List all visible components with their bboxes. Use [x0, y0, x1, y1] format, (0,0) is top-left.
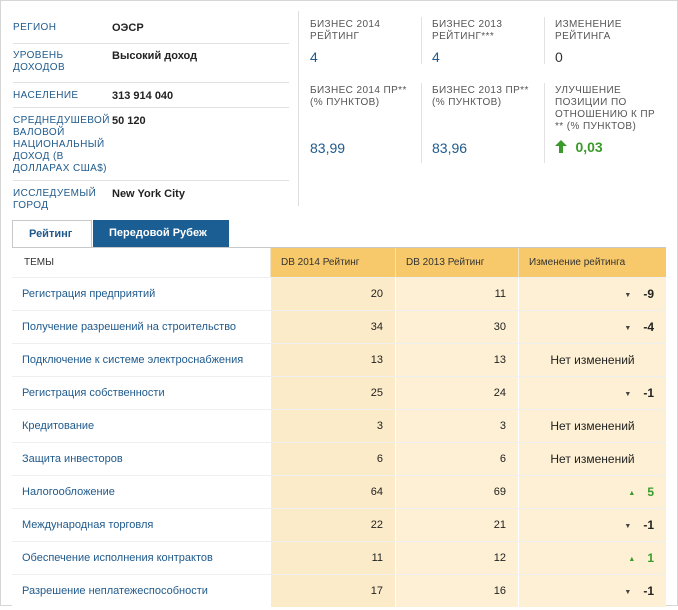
topic-link[interactable]: Регистрация предприятий — [12, 278, 270, 310]
info-row-gni — [13, 108, 289, 181]
db2013-rank: 13 — [395, 344, 518, 376]
info-row-region — [13, 19, 289, 44]
topic-link[interactable]: Разрешение неплатежеспособности — [12, 575, 270, 607]
rank-change-value: -1 — [643, 584, 654, 598]
topic-link[interactable]: Обеспечение исполнения контрактов — [12, 542, 270, 574]
header-db2013: DB 2013 Рейтинг — [395, 248, 518, 277]
stat-value: 4 — [310, 49, 318, 65]
info-label: УРОВЕНЬ ДОХОДОВ — [13, 50, 66, 73]
table-row — [12, 541, 666, 574]
topic-link[interactable]: Получение разрешений на строительство — [12, 311, 270, 343]
stat-value: 83,96 — [432, 140, 468, 156]
rank-change-value: 1 — [647, 551, 654, 565]
economy-info — [13, 19, 289, 217]
db2013-rank: 30 — [395, 311, 518, 343]
db2014-rank: 34 — [270, 311, 395, 343]
info-value: ОЭСР — [112, 22, 144, 34]
topic-link[interactable]: Подключение к системе электроснабжения — [12, 344, 270, 376]
info-value: New York City — [112, 188, 185, 200]
stat-label: УЛУЧШЕНИЕ ПОЗИЦИИ ПО ОТНОШЕНИЮ К ПР ** (% ПУНКТОВ) — [555, 85, 656, 132]
stat-value: 83,99 — [310, 140, 346, 156]
rank-change — [518, 575, 666, 607]
topic-link[interactable]: Регистрация собственности — [12, 377, 270, 409]
rank-change — [518, 542, 666, 574]
divider — [298, 11, 299, 206]
db2013-rank: 24 — [395, 377, 518, 409]
rank-change — [518, 509, 666, 541]
table-row — [12, 310, 666, 343]
db2014-rank: 64 — [270, 476, 395, 508]
info-label: НАСЕЛЕНИЕ — [13, 90, 79, 101]
stat-value: 4 — [432, 49, 440, 65]
info-value: 50 120 — [112, 115, 146, 127]
arrow-down-icon: ▼ — [624, 391, 632, 398]
rank-change-value: Нет изменений — [550, 452, 635, 466]
db2013-rank: 6 — [395, 443, 518, 475]
divider — [544, 17, 545, 64]
stat-label: БИЗНЕС 2013 РЕЙТИНГ*** — [432, 19, 503, 42]
stat-label: БИЗНЕС 2014 ПР** (% ПУНКТОВ) — [310, 85, 407, 108]
stat-dtf-change — [555, 85, 659, 157]
info-value: Высокий доход — [112, 50, 198, 62]
db2013-rank: 11 — [395, 278, 518, 310]
info-value: 313 914 040 — [112, 90, 174, 102]
rank-change-value: -1 — [643, 386, 654, 400]
stat-rank-2014 — [310, 19, 420, 65]
tab-ranking[interactable]: Рейтинг — [12, 220, 92, 249]
header-change: Изменение рейтинга — [518, 248, 666, 277]
divider — [544, 83, 545, 163]
table-row — [12, 574, 666, 607]
stat-value: 0,03 — [575, 139, 603, 155]
db2013-rank: 21 — [395, 509, 518, 541]
arrow-up-icon — [555, 140, 567, 153]
rank-change — [518, 344, 666, 376]
info-row-city — [13, 181, 289, 217]
table-row — [12, 409, 666, 442]
rank-change-value: Нет изменений — [550, 419, 635, 433]
db2014-rank: 6 — [270, 443, 395, 475]
table-row — [12, 343, 666, 376]
db2013-rank: 69 — [395, 476, 518, 508]
db2013-rank: 16 — [395, 575, 518, 607]
table-row — [12, 442, 666, 475]
rank-change-value: -9 — [643, 287, 654, 301]
rank-change-value: 5 — [647, 485, 654, 499]
arrow-up-icon: ▲ — [628, 556, 636, 563]
db2014-rank: 17 — [270, 575, 395, 607]
table-row — [12, 475, 666, 508]
arrow-down-icon: ▼ — [624, 589, 632, 596]
header-topics: ТЕМЫ — [12, 248, 270, 277]
arrow-down-icon: ▼ — [624, 523, 632, 530]
stat-rank-2013 — [432, 19, 542, 65]
header-db2014: DB 2014 Рейтинг — [270, 248, 395, 277]
divider — [421, 83, 422, 163]
table-row — [12, 508, 666, 541]
stat-dtf-2013 — [432, 85, 542, 156]
rank-change-value: -4 — [643, 320, 654, 334]
topic-link[interactable]: Защита инвесторов — [12, 443, 270, 475]
topic-link[interactable]: Международная торговля — [12, 509, 270, 541]
db2014-rank: 3 — [270, 410, 395, 442]
info-row-population — [13, 83, 289, 108]
db2014-rank: 20 — [270, 278, 395, 310]
rank-change — [518, 410, 666, 442]
info-label: ИССЛЕДУЕМЫЙ ГОРОД — [13, 188, 97, 211]
db2014-rank: 25 — [270, 377, 395, 409]
db2013-rank: 3 — [395, 410, 518, 442]
db2014-rank: 11 — [270, 542, 395, 574]
arrow-down-icon: ▼ — [624, 325, 632, 332]
rank-change — [518, 377, 666, 409]
table-row — [12, 277, 666, 310]
arrow-down-icon: ▼ — [624, 292, 632, 299]
table-body — [12, 277, 666, 607]
tab-frontier[interactable]: Передовой Рубеж — [93, 220, 229, 247]
stat-label: БИЗНЕС 2013 ПР** (% ПУНКТОВ) — [432, 85, 529, 108]
tab-bar — [12, 220, 229, 248]
info-row-income — [13, 44, 289, 83]
rank-change-value: -1 — [643, 518, 654, 532]
divider — [421, 17, 422, 64]
rank-change — [518, 443, 666, 475]
topic-link[interactable]: Налогообложение — [12, 476, 270, 508]
stat-rank-change — [555, 19, 665, 65]
stat-value: 0 — [555, 49, 563, 65]
rank-change — [518, 278, 666, 310]
rank-change — [518, 476, 666, 508]
rank-change-value: Нет изменений — [550, 353, 635, 367]
info-label: СРЕДНЕДУШЕВОЙ ВАЛОВОЙ НАЦИОНАЛЬНЫЙ ДОХОД (В ДОЛЛАРАХ США$) — [13, 115, 110, 174]
topic-link[interactable]: Кредитование — [12, 410, 270, 442]
stat-dtf-2014 — [310, 85, 420, 156]
db2014-rank: 13 — [270, 344, 395, 376]
ranking-table — [12, 248, 666, 607]
info-label: РЕГИОН — [13, 22, 57, 33]
db2013-rank: 12 — [395, 542, 518, 574]
arrow-up-icon: ▲ — [628, 490, 636, 497]
table-row — [12, 376, 666, 409]
rank-change — [518, 311, 666, 343]
table-header — [12, 248, 666, 277]
stat-label: БИЗНЕС 2014 РЕЙТИНГ — [310, 19, 381, 42]
db2014-rank: 22 — [270, 509, 395, 541]
stat-label: ИЗМЕНЕНИЕ РЕЙТИНГА — [555, 19, 622, 42]
